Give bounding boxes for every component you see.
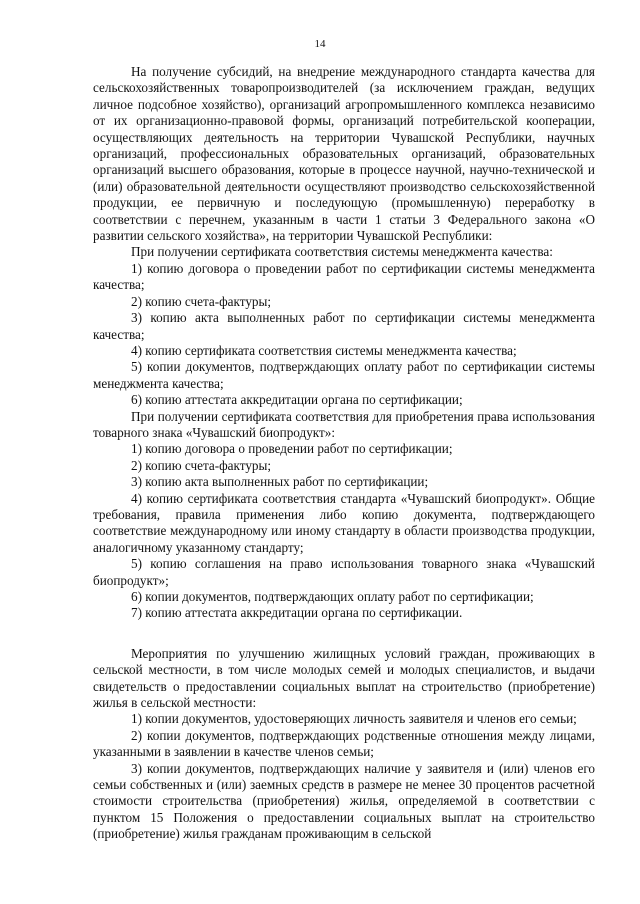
list-item: 3) копии документов, подтверждающих наличие у заявителя и (или) членов его семьи собственных и (или) заемных средств в размере не менее 30 процентов расчетной стоимости строительства (приобретения) жилья, определяемой в соответствии с пунктом 15 Положения о предоставлении социальных выплат на строительство (приобретение) жилья гражданам проживающим в сельской (93, 760, 595, 842)
list-item: 4) копию сертификата соответствия стандарта «Чувашский биопродукт». Общие требования, правила применения либо копию документа, подтверждающего соответствие международному или иному стандарту в области производства продукции, аналогичному указанному стандарту; (93, 490, 595, 555)
list-item: 7) копию аттестата аккредитации органа по сертификации. (131, 605, 463, 621)
list-item: 3) копию акта выполненных работ по сертификации; (131, 474, 429, 490)
list-item: 2) копии документов, подтверждающих родственные отношения между лицами, указанными в заявлении в качестве членов семьи; (93, 727, 595, 760)
paragraph: При получении сертификата соответствия системы менеджмента качества: (131, 244, 553, 260)
paragraph: Мероприятия по улучшению жилищных условий граждан, проживающих в сельской местности, в том числе молодых семей и молодых специалистов, и выдачи свидетельств о предоставлении социальных выплат на строительство (приобретение) жилья в сельской местности: (93, 645, 595, 711)
list-item: 5) копии документов, подтверждающих оплату работ по сертификации системы менеджмента качества; (93, 359, 595, 391)
list-item: 1) копии документов, удостоверяющих личность заявителя и членов его семьи; (131, 711, 577, 727)
list-item: 2) копию счета-фактуры; (131, 293, 272, 309)
document-body (93, 64, 595, 843)
page-number: 14 (314, 38, 326, 50)
list-item: 1) копию договора о проведении работ по сертификации; (131, 441, 453, 457)
paragraph: На получение субсидий, на внедрение международного стандарта качества для сельскохозяйственных товаропроизводителей (за исключением граждан, ведущих личное подсобное хозяйство), организаций агропромышленного комплекса независимо от их организационно-правовой формы, организаций потребительской кооперации, осуществляющих деятельность на территории Чувашской Республики, научных организаций, профессиональных образовательных организаций, образовательных организаций высшего образования, которые в процессе научной, научно-технической и (или) образовательной деятельности осуществляют производство сельскохозяйственной продукции, ее первичную и последующую (промышленную) переработку в соответствии с перечнем, указанным в части 1 статьи 3 Федерального закона «О развитии сельского хозяйства», на территории Чувашской Республики: (93, 64, 595, 244)
list-item: 4) копию сертификата соответствия системы менеджмента качества; (131, 342, 517, 358)
list-item: 6) копии документов, подтверждающих оплату работ по сертификации; (131, 589, 534, 604)
list-item: 6) копию аттестата аккредитации органа по сертификации; (131, 392, 463, 408)
paragraph: При получении сертификата соответствия для приобретения права использования товарного знака «Чувашский биопродукт»: (93, 408, 595, 440)
list-item: 5) копию соглашения на право использования товарного знака «Чувашский биопродукт»; (93, 556, 595, 588)
list-item: 3) копию акта выполненных работ по сертификации системы менеджмента качества; (93, 310, 595, 342)
list-item: 2) копию счета-фактуры; (131, 457, 272, 473)
list-item: 1) копию договора о проведении работ по сертификации системы менеджмента качества; (93, 260, 595, 293)
